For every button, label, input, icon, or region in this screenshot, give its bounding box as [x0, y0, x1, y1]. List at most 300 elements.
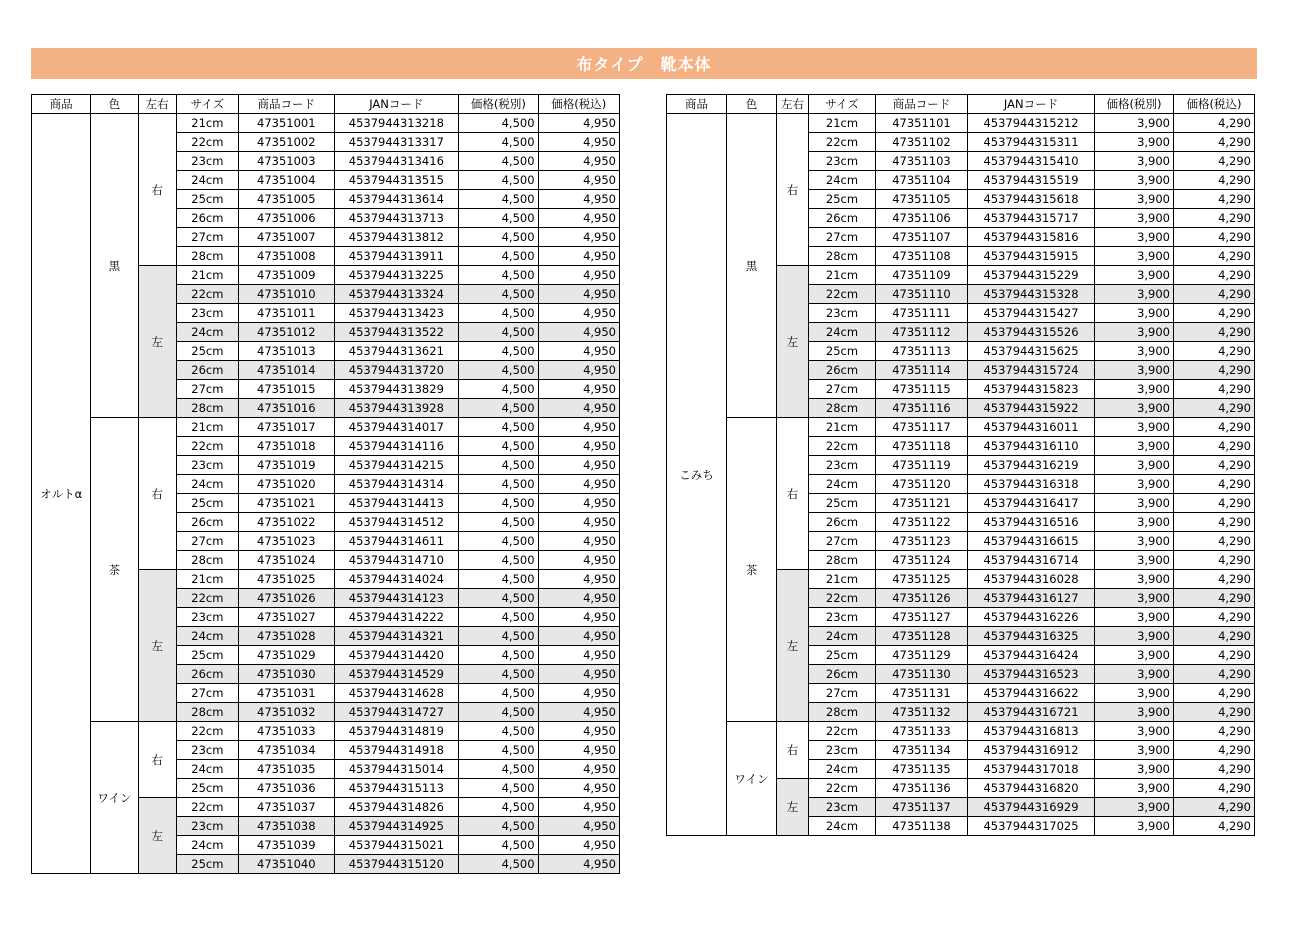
- price-ex-tax-cell: 4,500: [459, 228, 538, 247]
- jan-code-cell: 4537944316226: [968, 608, 1095, 627]
- price-ex-tax-cell: 4,500: [459, 817, 538, 836]
- size-cell: 22cm: [809, 589, 876, 608]
- price-in-tax-cell: 4,290: [1174, 513, 1255, 532]
- jan-code-cell: 4537944314024: [334, 570, 459, 589]
- size-cell: 25cm: [176, 342, 238, 361]
- jan-code-cell: 4537944315311: [968, 133, 1095, 152]
- table-row: [32, 114, 620, 133]
- price-in-tax-cell: 4,950: [538, 779, 619, 798]
- header-product: 商品: [667, 95, 727, 114]
- price-ex-tax-cell: 4,500: [459, 456, 538, 475]
- product-code-cell: 47351136: [876, 779, 968, 798]
- jan-code-cell: 4537944314017: [334, 418, 459, 437]
- jan-code-cell: 4537944313614: [334, 190, 459, 209]
- jan-code-cell: 4537944315014: [334, 760, 459, 779]
- price-in-tax-cell: 4,290: [1174, 266, 1255, 285]
- price-in-tax-cell: 4,290: [1174, 646, 1255, 665]
- price-ex-tax-cell: 3,900: [1095, 209, 1174, 228]
- price-in-tax-cell: 4,950: [538, 456, 619, 475]
- price-in-tax-cell: 4,950: [538, 817, 619, 836]
- price-in-tax-cell: 4,950: [538, 570, 619, 589]
- jan-code-cell: 4537944314918: [334, 741, 459, 760]
- price-ex-tax-cell: 3,900: [1095, 779, 1174, 798]
- size-cell: 23cm: [176, 304, 238, 323]
- price-in-tax-cell: 4,950: [538, 114, 619, 133]
- product-code-cell: 47351004: [239, 171, 334, 190]
- size-cell: 21cm: [176, 570, 238, 589]
- size-cell: 22cm: [809, 285, 876, 304]
- product-code-cell: 47351016: [239, 399, 334, 418]
- price-in-tax-cell: 4,950: [538, 266, 619, 285]
- jan-code-cell: 4537944316929: [968, 798, 1095, 817]
- price-ex-tax-cell: 4,500: [459, 722, 538, 741]
- size-cell: 26cm: [176, 665, 238, 684]
- price-in-tax-cell: 4,950: [538, 342, 619, 361]
- price-ex-tax-cell: 3,900: [1095, 304, 1174, 323]
- size-cell: 22cm: [809, 133, 876, 152]
- size-cell: 21cm: [809, 114, 876, 133]
- price-in-tax-cell: 4,950: [538, 760, 619, 779]
- product-code-cell: 47351024: [239, 551, 334, 570]
- size-cell: 21cm: [176, 418, 238, 437]
- price-ex-tax-cell: 4,500: [459, 836, 538, 855]
- product-code-cell: 47351037: [239, 798, 334, 817]
- side-cell: 左: [777, 779, 809, 836]
- price-ex-tax-cell: 3,900: [1095, 646, 1174, 665]
- jan-code-cell: 4537944313621: [334, 342, 459, 361]
- price-in-tax-cell: 4,290: [1174, 589, 1255, 608]
- price-ex-tax-cell: 4,500: [459, 513, 538, 532]
- product-code-cell: 47351124: [876, 551, 968, 570]
- table-row: [667, 418, 1255, 437]
- header-price-in-tax: 価格(税込): [1174, 95, 1255, 114]
- product-code-cell: 47351009: [239, 266, 334, 285]
- product-code-cell: 47351110: [876, 285, 968, 304]
- product-code-cell: 47351135: [876, 760, 968, 779]
- jan-code-cell: 4537944313423: [334, 304, 459, 323]
- product-code-cell: 47351101: [876, 114, 968, 133]
- price-ex-tax-cell: 3,900: [1095, 456, 1174, 475]
- price-in-tax-cell: 4,290: [1174, 399, 1255, 418]
- price-in-tax-cell: 4,950: [538, 304, 619, 323]
- price-ex-tax-cell: 3,900: [1095, 589, 1174, 608]
- size-cell: 22cm: [176, 133, 238, 152]
- product-code-cell: 47351006: [239, 209, 334, 228]
- price-in-tax-cell: 4,290: [1174, 247, 1255, 266]
- side-cell: 左: [777, 570, 809, 722]
- price-ex-tax-cell: 4,500: [459, 399, 538, 418]
- jan-code-cell: 4537944316813: [968, 722, 1095, 741]
- size-cell: 23cm: [176, 152, 238, 171]
- price-ex-tax-cell: 4,500: [459, 342, 538, 361]
- product-code-cell: 47351008: [239, 247, 334, 266]
- size-cell: 23cm: [809, 304, 876, 323]
- header-price-in-tax: 価格(税込): [538, 95, 619, 114]
- price-ex-tax-cell: 4,500: [459, 304, 538, 323]
- price-in-tax-cell: 4,950: [538, 437, 619, 456]
- price-ex-tax-cell: 3,900: [1095, 513, 1174, 532]
- price-in-tax-cell: 4,290: [1174, 114, 1255, 133]
- jan-code-cell: 4537944313713: [334, 209, 459, 228]
- price-ex-tax-cell: 3,900: [1095, 114, 1174, 133]
- price-in-tax-cell: 4,950: [538, 361, 619, 380]
- product-code-cell: 47351123: [876, 532, 968, 551]
- table-header-row: [32, 95, 620, 114]
- price-ex-tax-cell: 3,900: [1095, 741, 1174, 760]
- price-in-tax-cell: 4,950: [538, 323, 619, 342]
- header-color: 色: [727, 95, 777, 114]
- page-title: 布タイプ 靴本体: [31, 48, 1257, 79]
- table-body: [667, 114, 1255, 836]
- size-cell: 22cm: [809, 722, 876, 741]
- product-code-cell: 47351005: [239, 190, 334, 209]
- size-cell: 28cm: [176, 247, 238, 266]
- product-code-cell: 47351134: [876, 741, 968, 760]
- jan-code-cell: 4537944314826: [334, 798, 459, 817]
- product-code-cell: 47351020: [239, 475, 334, 494]
- price-in-tax-cell: 4,290: [1174, 209, 1255, 228]
- price-in-tax-cell: 4,290: [1174, 665, 1255, 684]
- price-ex-tax-cell: 4,500: [459, 133, 538, 152]
- product-code-cell: 47351138: [876, 817, 968, 836]
- product-code-cell: 47351033: [239, 722, 334, 741]
- price-in-tax-cell: 4,950: [538, 513, 619, 532]
- price-ex-tax-cell: 4,500: [459, 532, 538, 551]
- size-cell: 27cm: [176, 228, 238, 247]
- jan-code-cell: 4537944316714: [968, 551, 1095, 570]
- price-in-tax-cell: 4,290: [1174, 190, 1255, 209]
- price-in-tax-cell: 4,950: [538, 703, 619, 722]
- price-ex-tax-cell: 3,900: [1095, 570, 1174, 589]
- price-in-tax-cell: 4,290: [1174, 532, 1255, 551]
- product-code-cell: 47351032: [239, 703, 334, 722]
- jan-code-cell: 4537944316622: [968, 684, 1095, 703]
- header-side: 左右: [777, 95, 809, 114]
- jan-code-cell: 4537944314819: [334, 722, 459, 741]
- product-code-cell: 47351012: [239, 323, 334, 342]
- price-ex-tax-cell: 3,900: [1095, 190, 1174, 209]
- header-size: サイズ: [809, 95, 876, 114]
- jan-code-cell: 4537944313812: [334, 228, 459, 247]
- jan-code-cell: 4537944313928: [334, 399, 459, 418]
- price-in-tax-cell: 4,290: [1174, 760, 1255, 779]
- jan-code-cell: 4537944315724: [968, 361, 1095, 380]
- jan-code-cell: 4537944315120: [334, 855, 459, 874]
- price-ex-tax-cell: 4,500: [459, 608, 538, 627]
- price-ex-tax-cell: 3,900: [1095, 323, 1174, 342]
- price-in-tax-cell: 4,290: [1174, 741, 1255, 760]
- header-price-ex-tax: 価格(税別): [1095, 95, 1174, 114]
- product-code-cell: 47351022: [239, 513, 334, 532]
- jan-code-cell: 4537944315922: [968, 399, 1095, 418]
- product-name-cell: こみち: [667, 114, 727, 836]
- product-code-cell: 47351038: [239, 817, 334, 836]
- price-ex-tax-cell: 4,500: [459, 703, 538, 722]
- size-cell: 26cm: [809, 361, 876, 380]
- product-code-cell: 47351007: [239, 228, 334, 247]
- size-cell: 26cm: [809, 665, 876, 684]
- price-in-tax-cell: 4,950: [538, 608, 619, 627]
- price-in-tax-cell: 4,290: [1174, 475, 1255, 494]
- side-cell: 左: [138, 570, 176, 722]
- size-cell: 22cm: [176, 285, 238, 304]
- size-cell: 24cm: [176, 627, 238, 646]
- size-cell: 27cm: [176, 532, 238, 551]
- jan-code-cell: 4537944316424: [968, 646, 1095, 665]
- size-cell: 28cm: [176, 551, 238, 570]
- size-cell: 23cm: [809, 456, 876, 475]
- price-in-tax-cell: 4,290: [1174, 817, 1255, 836]
- product-code-cell: 47351014: [239, 361, 334, 380]
- color-cell: ワイン: [91, 722, 138, 874]
- product-code-cell: 47351120: [876, 475, 968, 494]
- jan-code-cell: 4537944315427: [968, 304, 1095, 323]
- price-in-tax-cell: 4,290: [1174, 703, 1255, 722]
- side-cell: 右: [138, 114, 176, 266]
- price-ex-tax-cell: 4,500: [459, 855, 538, 874]
- price-ex-tax-cell: 3,900: [1095, 152, 1174, 171]
- price-ex-tax-cell: 3,900: [1095, 228, 1174, 247]
- size-cell: 25cm: [809, 190, 876, 209]
- size-cell: 23cm: [176, 608, 238, 627]
- jan-code-cell: 4537944315212: [968, 114, 1095, 133]
- price-ex-tax-cell: 3,900: [1095, 817, 1174, 836]
- price-in-tax-cell: 4,290: [1174, 342, 1255, 361]
- price-in-tax-cell: 4,290: [1174, 171, 1255, 190]
- product-code-cell: 47351117: [876, 418, 968, 437]
- size-cell: 21cm: [809, 266, 876, 285]
- price-ex-tax-cell: 4,500: [459, 323, 538, 342]
- product-code-cell: 47351103: [876, 152, 968, 171]
- product-code-cell: 47351003: [239, 152, 334, 171]
- product-code-cell: 47351105: [876, 190, 968, 209]
- jan-code-cell: 4537944317025: [968, 817, 1095, 836]
- price-in-tax-cell: 4,950: [538, 551, 619, 570]
- size-cell: 24cm: [809, 627, 876, 646]
- jan-code-cell: 4537944316721: [968, 703, 1095, 722]
- jan-code-cell: 4537944316110: [968, 437, 1095, 456]
- price-ex-tax-cell: 3,900: [1095, 494, 1174, 513]
- side-cell: 左: [777, 266, 809, 418]
- price-in-tax-cell: 4,290: [1174, 152, 1255, 171]
- side-cell: 右: [777, 418, 809, 570]
- price-in-tax-cell: 4,950: [538, 665, 619, 684]
- price-ex-tax-cell: 4,500: [459, 285, 538, 304]
- price-in-tax-cell: 4,290: [1174, 380, 1255, 399]
- price-in-tax-cell: 4,290: [1174, 798, 1255, 817]
- table-body: [32, 114, 620, 874]
- size-cell: 24cm: [809, 475, 876, 494]
- price-in-tax-cell: 4,950: [538, 627, 619, 646]
- jan-code-cell: 4537944314512: [334, 513, 459, 532]
- side-cell: 右: [777, 114, 809, 266]
- price-in-tax-cell: 4,950: [538, 171, 619, 190]
- size-cell: 28cm: [809, 703, 876, 722]
- price-in-tax-cell: 4,950: [538, 475, 619, 494]
- jan-code-cell: 4537944314611: [334, 532, 459, 551]
- price-ex-tax-cell: 3,900: [1095, 798, 1174, 817]
- product-code-cell: 47351029: [239, 646, 334, 665]
- size-cell: 26cm: [176, 513, 238, 532]
- jan-code-cell: 4537944314710: [334, 551, 459, 570]
- product-code-cell: 47351031: [239, 684, 334, 703]
- jan-code-cell: 4537944315823: [968, 380, 1095, 399]
- price-in-tax-cell: 4,950: [538, 532, 619, 551]
- price-in-tax-cell: 4,290: [1174, 627, 1255, 646]
- product-code-cell: 47351129: [876, 646, 968, 665]
- size-cell: 23cm: [176, 741, 238, 760]
- product-code-cell: 47351108: [876, 247, 968, 266]
- price-in-tax-cell: 4,950: [538, 836, 619, 855]
- jan-code-cell: 4537944315625: [968, 342, 1095, 361]
- product-code-cell: 47351034: [239, 741, 334, 760]
- price-ex-tax-cell: 3,900: [1095, 437, 1174, 456]
- price-ex-tax-cell: 4,500: [459, 589, 538, 608]
- size-cell: 27cm: [809, 228, 876, 247]
- size-cell: 28cm: [176, 399, 238, 418]
- price-ex-tax-cell: 3,900: [1095, 285, 1174, 304]
- price-in-tax-cell: 4,950: [538, 152, 619, 171]
- jan-code-cell: 4537944313515: [334, 171, 459, 190]
- price-in-tax-cell: 4,290: [1174, 684, 1255, 703]
- jan-code-cell: 4537944316011: [968, 418, 1095, 437]
- table-row: [32, 722, 620, 741]
- size-cell: 27cm: [176, 684, 238, 703]
- jan-code-cell: 4537944316028: [968, 570, 1095, 589]
- product-code-cell: 47351131: [876, 684, 968, 703]
- jan-code-cell: 4537944314420: [334, 646, 459, 665]
- price-ex-tax-cell: 4,500: [459, 684, 538, 703]
- product-code-cell: 47351121: [876, 494, 968, 513]
- jan-code-cell: 4537944315618: [968, 190, 1095, 209]
- product-code-cell: 47351112: [876, 323, 968, 342]
- jan-code-cell: 4537944316912: [968, 741, 1095, 760]
- price-in-tax-cell: 4,290: [1174, 228, 1255, 247]
- jan-code-cell: 4537944313720: [334, 361, 459, 380]
- product-code-cell: 47351023: [239, 532, 334, 551]
- size-cell: 24cm: [809, 760, 876, 779]
- jan-code-cell: 4537944316820: [968, 779, 1095, 798]
- product-code-cell: 47351128: [876, 627, 968, 646]
- product-code-cell: 47351133: [876, 722, 968, 741]
- price-in-tax-cell: 4,950: [538, 209, 619, 228]
- price-ex-tax-cell: 4,500: [459, 209, 538, 228]
- product-code-cell: 47351026: [239, 589, 334, 608]
- price-ex-tax-cell: 3,900: [1095, 627, 1174, 646]
- color-cell: ワイン: [727, 722, 777, 836]
- price-in-tax-cell: 4,290: [1174, 361, 1255, 380]
- header-jan-code: JANコード: [334, 95, 459, 114]
- size-cell: 24cm: [176, 475, 238, 494]
- price-ex-tax-cell: 4,500: [459, 361, 538, 380]
- jan-code-cell: 4537944314222: [334, 608, 459, 627]
- price-in-tax-cell: 4,290: [1174, 494, 1255, 513]
- price-ex-tax-cell: 3,900: [1095, 665, 1174, 684]
- header-product: 商品: [32, 95, 91, 114]
- price-ex-tax-cell: 4,500: [459, 266, 538, 285]
- price-in-tax-cell: 4,950: [538, 684, 619, 703]
- product-code-cell: 47351126: [876, 589, 968, 608]
- size-cell: 23cm: [809, 608, 876, 627]
- size-cell: 26cm: [809, 513, 876, 532]
- product-code-cell: 47351040: [239, 855, 334, 874]
- product-name-cell: オルトα: [32, 114, 91, 874]
- price-ex-tax-cell: 3,900: [1095, 247, 1174, 266]
- price-in-tax-cell: 4,290: [1174, 323, 1255, 342]
- product-code-cell: 47351115: [876, 380, 968, 399]
- product-code-cell: 47351010: [239, 285, 334, 304]
- jan-code-cell: 4537944314727: [334, 703, 459, 722]
- price-ex-tax-cell: 4,500: [459, 665, 538, 684]
- table-row: [32, 418, 620, 437]
- price-ex-tax-cell: 4,500: [459, 437, 538, 456]
- price-in-tax-cell: 4,290: [1174, 133, 1255, 152]
- jan-code-cell: 4537944316127: [968, 589, 1095, 608]
- price-ex-tax-cell: 4,500: [459, 171, 538, 190]
- side-cell: 右: [138, 722, 176, 798]
- jan-code-cell: 4537944315328: [968, 285, 1095, 304]
- side-cell: 左: [138, 266, 176, 418]
- price-ex-tax-cell: 4,500: [459, 741, 538, 760]
- jan-code-cell: 4537944314314: [334, 475, 459, 494]
- price-ex-tax-cell: 3,900: [1095, 722, 1174, 741]
- product-code-cell: 47351104: [876, 171, 968, 190]
- size-cell: 24cm: [176, 760, 238, 779]
- price-ex-tax-cell: 4,500: [459, 779, 538, 798]
- jan-code-cell: 4537944317018: [968, 760, 1095, 779]
- size-cell: 22cm: [809, 437, 876, 456]
- product-code-cell: 47351111: [876, 304, 968, 323]
- size-cell: 22cm: [176, 437, 238, 456]
- product-code-cell: 47351019: [239, 456, 334, 475]
- jan-code-cell: 4537944313225: [334, 266, 459, 285]
- jan-code-cell: 4537944314215: [334, 456, 459, 475]
- price-ex-tax-cell: 4,500: [459, 494, 538, 513]
- price-in-tax-cell: 4,950: [538, 228, 619, 247]
- jan-code-cell: 4537944315229: [968, 266, 1095, 285]
- price-ex-tax-cell: 3,900: [1095, 684, 1174, 703]
- product-code-cell: 47351039: [239, 836, 334, 855]
- size-cell: 25cm: [176, 779, 238, 798]
- price-in-tax-cell: 4,290: [1174, 456, 1255, 475]
- product-code-cell: 47351018: [239, 437, 334, 456]
- jan-code-cell: 4537944315021: [334, 836, 459, 855]
- jan-code-cell: 4537944313829: [334, 380, 459, 399]
- jan-code-cell: 4537944313218: [334, 114, 459, 133]
- price-in-tax-cell: 4,950: [538, 722, 619, 741]
- size-cell: 24cm: [176, 836, 238, 855]
- jan-code-cell: 4537944315113: [334, 779, 459, 798]
- size-cell: 28cm: [809, 247, 876, 266]
- product-code-cell: 47351030: [239, 665, 334, 684]
- jan-code-cell: 4537944316615: [968, 532, 1095, 551]
- jan-code-cell: 4537944314413: [334, 494, 459, 513]
- price-ex-tax-cell: 3,900: [1095, 760, 1174, 779]
- price-ex-tax-cell: 3,900: [1095, 703, 1174, 722]
- jan-code-cell: 4537944315717: [968, 209, 1095, 228]
- size-cell: 25cm: [809, 342, 876, 361]
- size-cell: 24cm: [176, 323, 238, 342]
- size-cell: 21cm: [809, 570, 876, 589]
- header-color: 色: [91, 95, 138, 114]
- jan-code-cell: 4537944315915: [968, 247, 1095, 266]
- size-cell: 25cm: [809, 646, 876, 665]
- price-in-tax-cell: 4,950: [538, 190, 619, 209]
- header-product-code: 商品コード: [239, 95, 334, 114]
- side-cell: 右: [777, 722, 809, 779]
- jan-code-cell: 4537944314628: [334, 684, 459, 703]
- price-ex-tax-cell: 3,900: [1095, 342, 1174, 361]
